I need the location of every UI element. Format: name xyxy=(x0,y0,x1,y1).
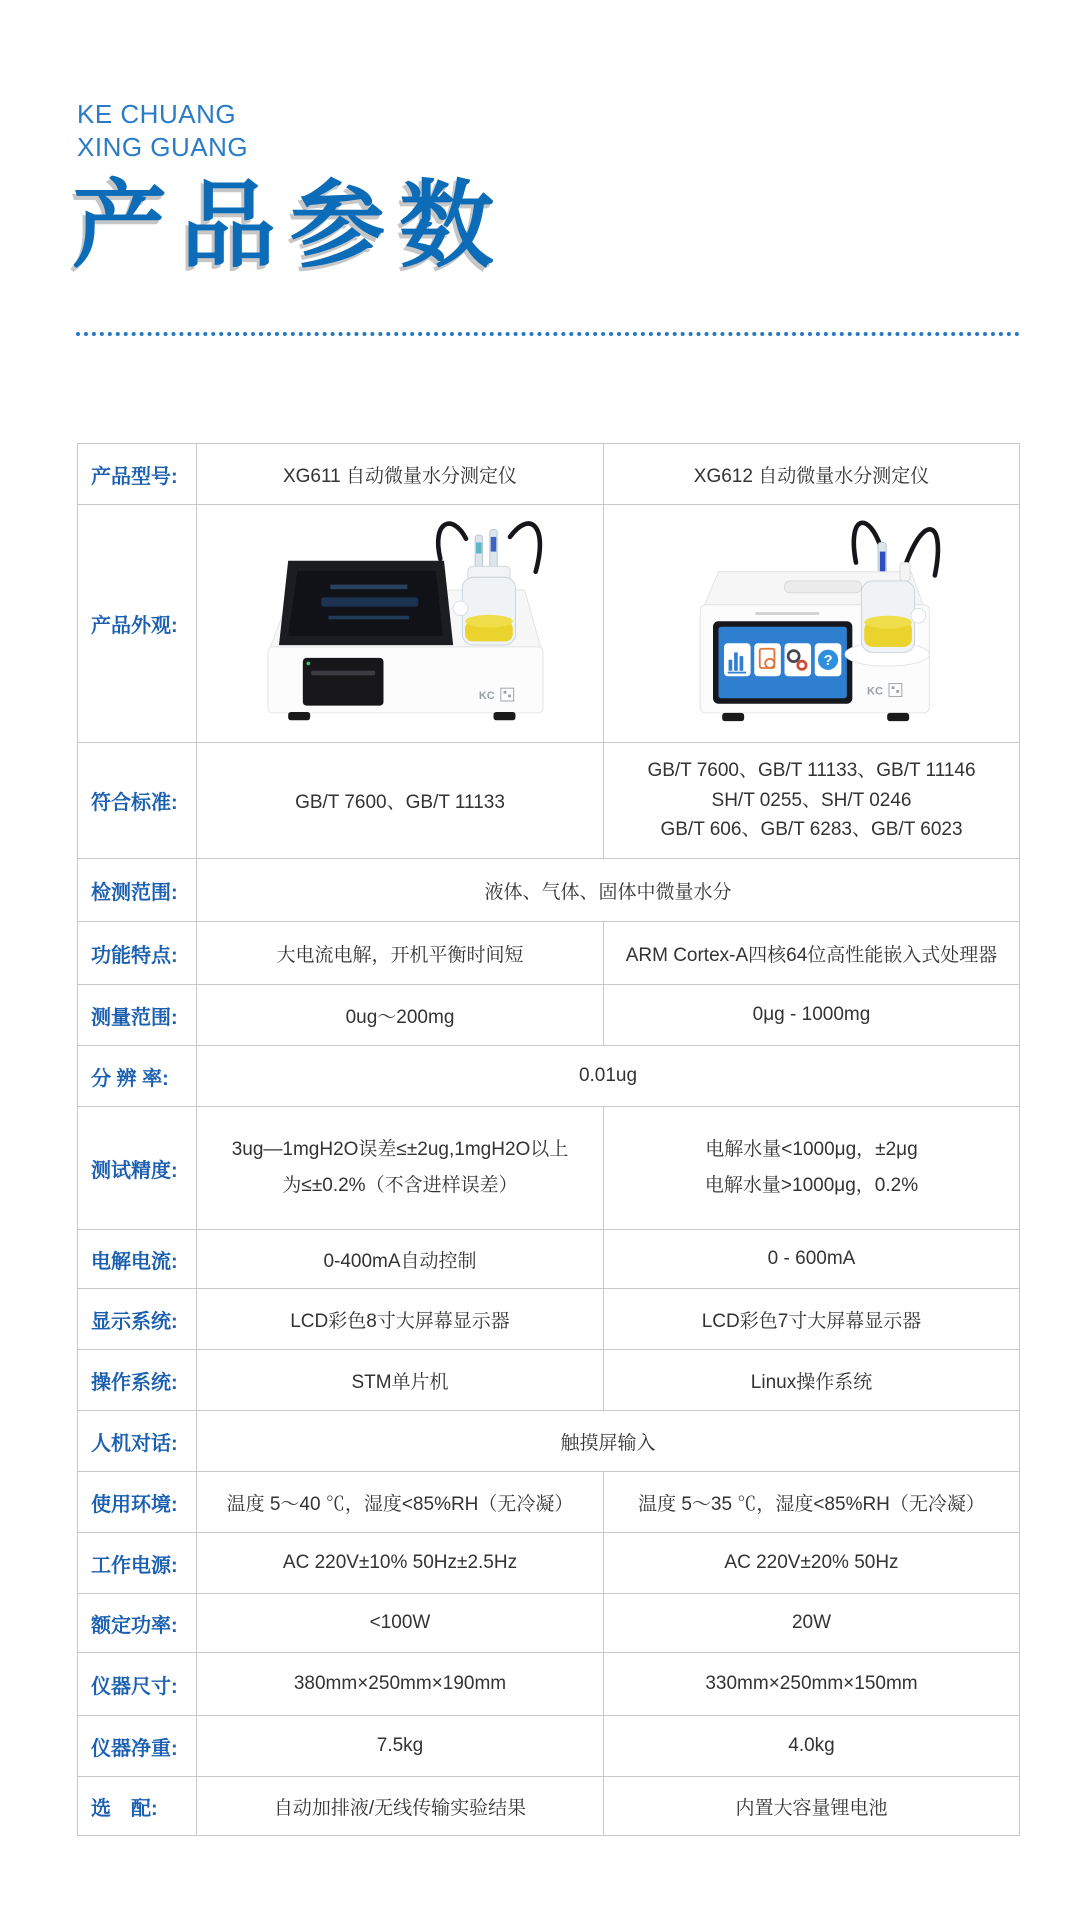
row-label: 检测范围: xyxy=(91,881,178,904)
accuracy-xg611: 3ug—1mgH2O误差≤±2ug,1mgH2O以上 为≤±0.2%（不含进样误差） xyxy=(196,1107,603,1229)
weight-xg611: 7.5kg xyxy=(196,1716,603,1776)
dimensions-xg612: 330mm×250mm×150mm xyxy=(603,1653,1019,1715)
svg-text:KC: KC xyxy=(866,685,883,698)
spec-row-standards xyxy=(78,742,1019,858)
brand-line-2: XING GUANG xyxy=(77,132,249,163)
spec-row-os xyxy=(78,1349,1019,1410)
display-xg612: LCD彩色7寸大屏幕显示器 xyxy=(603,1289,1019,1349)
model-xg611: XG611 自动微量水分测定仪 xyxy=(196,444,603,504)
standards-xg611: GB/T 7600、GB/T 11133 xyxy=(196,743,603,858)
standards-xg612: GB/T 7600、GB/T 11133、GB/T 11146 SH/T 0255、SH/T 0246 GB/T 606、GB/T 6283、GB/T 6023 xyxy=(603,743,1019,858)
accuracy-xg612: 电解水量<1000μg，±2μg 电解水量>1000μg，0.2% xyxy=(603,1107,1019,1229)
xg611-product-image xyxy=(196,505,603,742)
spec-row-weight xyxy=(78,1715,1019,1776)
spec-row-appearance xyxy=(78,504,1019,742)
row-label: 使用环境: xyxy=(91,1493,178,1516)
resolution-value: 0.01ug xyxy=(196,1046,1019,1106)
spec-row-rated-power xyxy=(78,1593,1019,1652)
spec-row-resolution xyxy=(78,1045,1019,1106)
spec-row-current xyxy=(78,1229,1019,1288)
row-label: 测试精度: xyxy=(91,1159,178,1182)
row-label: 仪器净重: xyxy=(91,1737,178,1760)
row-label: 选 配: xyxy=(91,1797,158,1820)
row-label: 工作电源: xyxy=(91,1554,178,1577)
spec-row-input xyxy=(78,1410,1019,1471)
dotted-divider xyxy=(76,332,1020,336)
power-supply-xg612: AC 220V±20% 50Hz xyxy=(603,1533,1019,1593)
spec-row-measuring-range xyxy=(78,984,1019,1045)
row-label: 产品型号: xyxy=(91,465,178,488)
display-xg611: LCD彩色8寸大屏幕显示器 xyxy=(196,1289,603,1349)
row-label: 电解电流: xyxy=(91,1250,178,1273)
optional-xg611: 自动加排液/无线传输实验结果 xyxy=(196,1777,603,1835)
rated-power-xg611: <100W xyxy=(196,1594,603,1652)
detection-range-value: 液体、气体、固体中微量水分 xyxy=(196,859,1019,921)
dimensions-xg611: 380mm×250mm×190mm xyxy=(196,1653,603,1715)
os-xg611: STM单片机 xyxy=(196,1350,603,1410)
optional-xg612: 内置大容量锂电池 xyxy=(603,1777,1019,1835)
row-label: 分 辨 率: xyxy=(91,1067,169,1090)
spec-row-accuracy xyxy=(78,1106,1019,1229)
svg-text:?: ? xyxy=(823,652,833,669)
current-xg612: 0 - 600mA xyxy=(603,1230,1019,1288)
row-label: 功能特点: xyxy=(91,944,178,967)
spec-row-features xyxy=(78,921,1019,984)
measuring-range-xg611: 0ug～200mg xyxy=(196,985,603,1045)
spec-row-display xyxy=(78,1288,1019,1349)
environment-xg612: 温度 5～35 ℃，湿度<85%RH（无冷凝） xyxy=(603,1472,1019,1532)
measuring-range-xg612: 0μg - 1000mg xyxy=(603,985,1019,1045)
row-label: 显示系统: xyxy=(91,1310,178,1333)
row-label: 测量范围: xyxy=(91,1006,178,1029)
power-supply-xg611: AC 220V±10% 50Hz±2.5Hz xyxy=(196,1533,603,1593)
row-label: 产品外观: xyxy=(91,615,178,637)
row-label: 额定功率: xyxy=(91,1614,178,1637)
spec-row-environment xyxy=(78,1471,1019,1532)
row-label: 人机对话: xyxy=(91,1432,178,1455)
row-label: 仪器尺寸: xyxy=(91,1675,178,1698)
brand-line-1: KE CHUANG xyxy=(77,99,237,129)
xg611-device-illustration xyxy=(235,518,565,730)
weight-xg612: 4.0kg xyxy=(603,1716,1019,1776)
spec-row-optional xyxy=(78,1776,1019,1835)
svg-text:KC: KC xyxy=(478,689,495,702)
spec-table xyxy=(77,443,1020,1836)
spec-row-detection-range xyxy=(78,858,1019,921)
model-xg612: XG612 自动微量水分测定仪 xyxy=(603,444,1019,504)
spec-row-dimensions xyxy=(78,1652,1019,1715)
input-value: 触摸屏输入 xyxy=(196,1411,1019,1471)
row-label: 符合标准: xyxy=(91,792,178,814)
current-xg611: 0-400mA自动控制 xyxy=(196,1230,603,1288)
features-xg612: ARM Cortex-A四核64位高性能嵌入式处理器 xyxy=(603,922,1019,984)
xg612-product-image xyxy=(603,505,1019,742)
os-xg612: Linux操作系统 xyxy=(603,1350,1019,1410)
features-xg611: 大电流电解，开机平衡时间短 xyxy=(196,922,603,984)
spec-row-model xyxy=(78,444,1019,504)
rated-power-xg612: 20W xyxy=(603,1594,1019,1652)
environment-xg611: 温度 5～40 ℃，湿度<85%RH（无冷凝） xyxy=(196,1472,603,1532)
xg612-device-illustration xyxy=(647,518,977,730)
page-title: 产品参数 xyxy=(72,170,509,281)
row-label: 操作系统: xyxy=(91,1371,178,1394)
spec-row-power-supply xyxy=(78,1532,1019,1593)
